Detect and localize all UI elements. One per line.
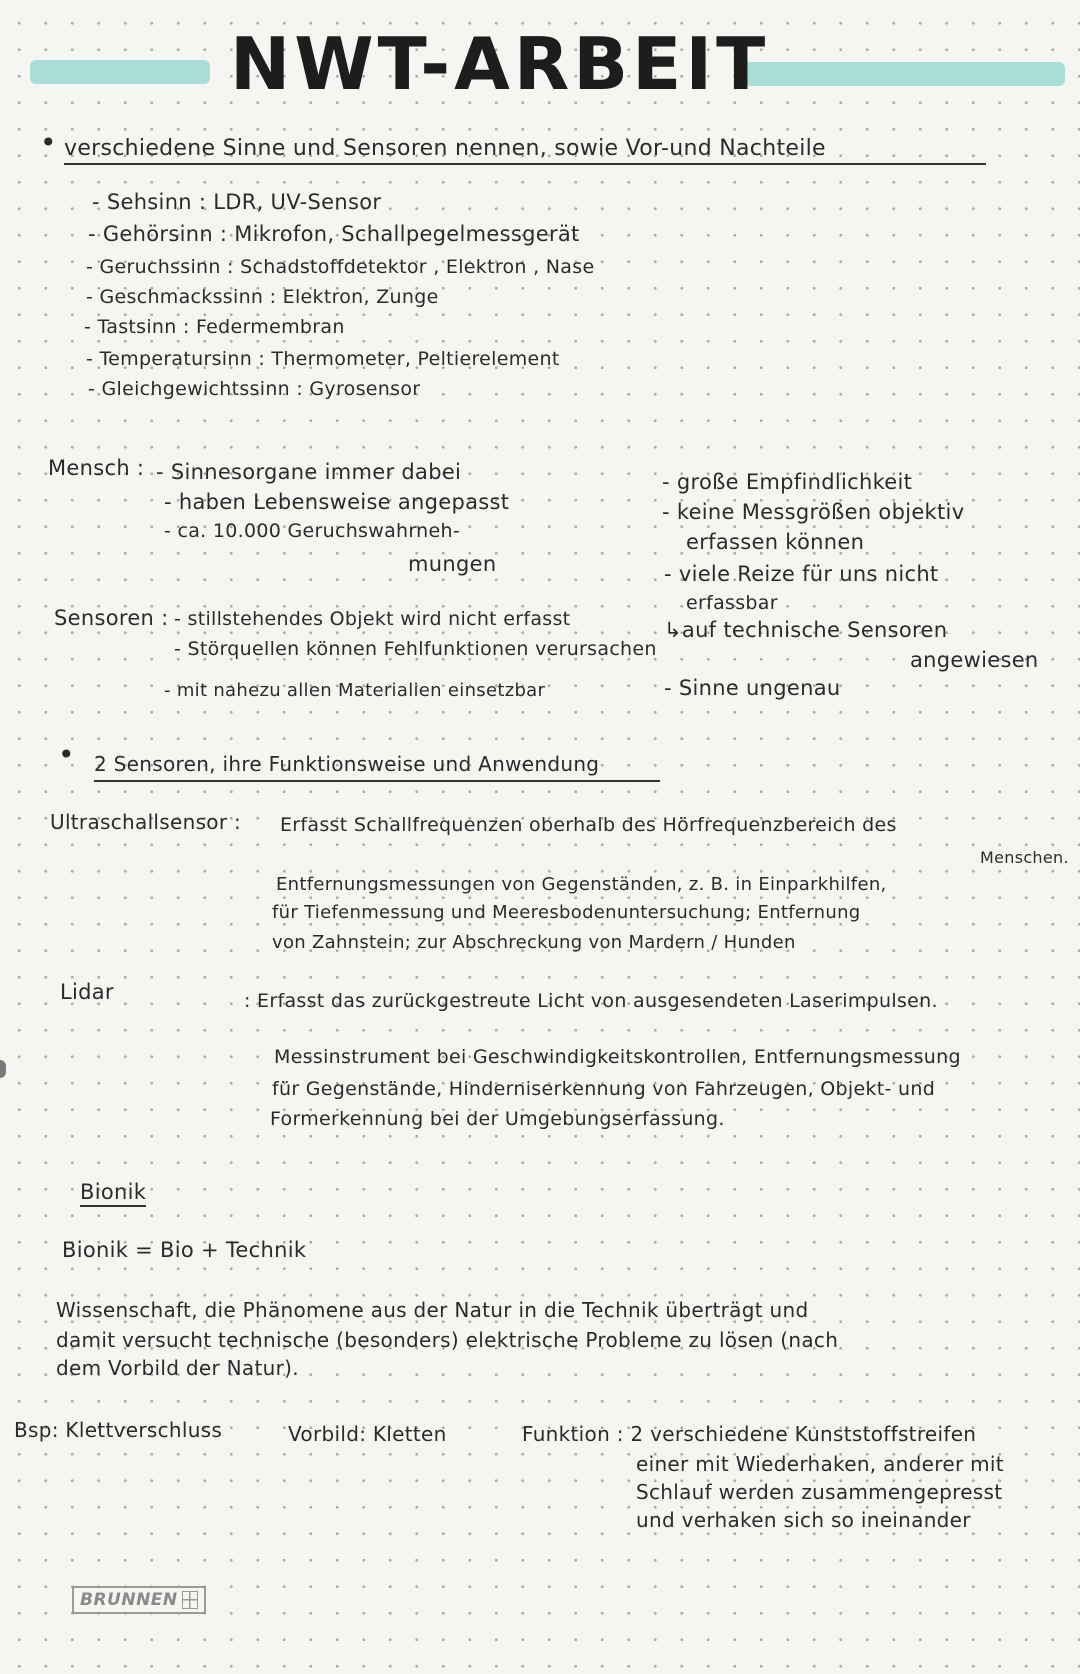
- mensch-label: Mensch :: [48, 456, 145, 480]
- list-item: - ca. 10.000 Geruchswahrneh-: [164, 520, 460, 542]
- text-line: einer mit Wiederhaken, anderer mit: [636, 1452, 1004, 1476]
- text-line: Formerkennung bei der Umgebungserfassung.: [270, 1108, 725, 1130]
- text-line: Funktion : 2 verschiedene Kunststoffstreifen: [522, 1422, 977, 1446]
- list-item: erfassen können: [686, 530, 865, 554]
- list-item: - Gleichgewichtssinn : Gyrosensor: [88, 378, 421, 400]
- bionik-definition: Bionik = Bio + Technik: [62, 1238, 307, 1262]
- text-line: von Zahnstein; zur Abschreckung von Mardern / Hunden: [272, 932, 796, 953]
- section-heading-two-sensors: 2 Sensoren, ihre Funktionsweise und Anwendung: [94, 752, 660, 782]
- list-item: - Sinne ungenau: [664, 676, 841, 700]
- bullet-point: •: [58, 738, 75, 771]
- title-highlight-left: [30, 60, 210, 84]
- list-item: - Störquellen können Fehlfunktionen verursachen: [174, 638, 657, 660]
- text-line: für Gegenstände, Hinderniserkennung von Fahrzeugen, Objekt- und: [272, 1078, 936, 1100]
- page-title: NWT-ARBEIT: [230, 22, 770, 106]
- text-line: Messinstrument bei Geschwindigkeitskontrollen, Entfernungsmessung: [274, 1046, 961, 1068]
- section-heading-sensors: verschiedene Sinne und Sensoren nennen, sowie Vor-und Nachteile: [64, 136, 986, 165]
- brand-name: BRUNNEN: [80, 1590, 178, 1610]
- list-item: - Gehörsinn : Mikrofon, Schallpegelmessgerät: [88, 222, 580, 246]
- list-item: - viele Reize für uns nicht: [664, 562, 939, 586]
- list-item: - Geschmackssinn : Elektron, Zunge: [86, 286, 439, 308]
- title-highlight-right: [742, 62, 1065, 86]
- list-item: - Sehsinn : LDR, UV-Sensor: [92, 190, 382, 214]
- text-line: Erfasst Schallfrequenzen oberhalb des Hörfrequenzbereich des: [280, 814, 897, 836]
- brand-logo: [72, 1586, 206, 1614]
- list-item: - mit nahezu allen Materialien einsetzbar: [164, 680, 546, 701]
- list-item: mungen: [408, 552, 497, 576]
- lidar-label: Lidar: [60, 980, 114, 1004]
- text-line: Entfernungsmessungen von Gegenständen, z. B. in Einparkhilfen,: [276, 874, 887, 895]
- text-line: Wissenschaft, die Phänomene aus der Natur in die Technik überträgt und: [56, 1298, 809, 1322]
- list-item: - Geruchssinn : Schadstoffdetektor , Elektron , Nase: [86, 256, 595, 278]
- binding-hole-mark: [0, 1060, 6, 1078]
- text-line: für Tiefenmessung und Meeresbodenuntersuchung; Entfernung: [272, 902, 861, 923]
- list-item: - haben Lebensweise angepasst: [164, 490, 510, 514]
- example-label: Bsp: Klettverschluss: [14, 1418, 223, 1442]
- text-line: dem Vorbild der Natur).: [56, 1356, 299, 1380]
- list-item: - große Empfindlichkeit: [662, 470, 913, 494]
- text-line: Schlauf werden zusammengepresst: [636, 1480, 1003, 1504]
- list-item: - stillstehendes Objekt wird nicht erfasst: [174, 608, 571, 630]
- list-item: erfassbar: [686, 592, 778, 614]
- bullet-point: •: [40, 126, 57, 159]
- list-item: - Tastsinn : Federmembran: [84, 316, 345, 338]
- list-item: ↳auf technische Sensoren: [664, 618, 948, 642]
- list-item: - Temperatursinn : Thermometer, Peltierelement: [86, 348, 560, 370]
- text-line: : Erfasst das zurückgestreute Licht von ausgesendeten Laserimpulsen.: [244, 990, 938, 1012]
- text-line: und verhaken sich so ineinander: [636, 1508, 971, 1532]
- brand-grid-icon: [182, 1591, 198, 1609]
- text-line: damit versucht technische (besonders) elektrische Probleme zu lösen (nach: [56, 1328, 839, 1352]
- sensoren-label: Sensoren :: [54, 606, 169, 630]
- text-line: Menschen.: [980, 848, 1069, 867]
- list-item: - keine Messgrößen objektiv: [662, 500, 965, 524]
- list-item: - Sinnesorgane immer dabei: [156, 460, 462, 484]
- vorbild-text: Vorbild: Kletten: [288, 1422, 447, 1446]
- section-heading-bionik: Bionik: [80, 1180, 146, 1207]
- ultraschall-label: Ultraschallsensor :: [50, 810, 242, 834]
- list-item: angewiesen: [910, 648, 1039, 672]
